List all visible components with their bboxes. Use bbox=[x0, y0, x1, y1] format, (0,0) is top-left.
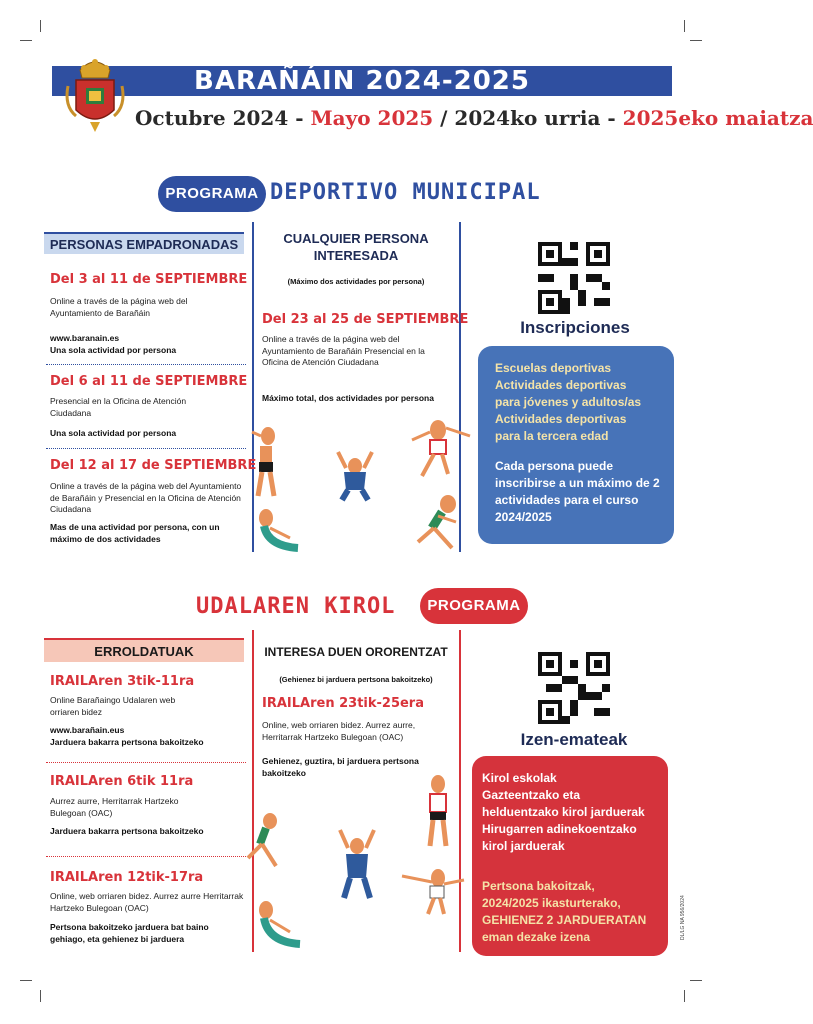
activity-line: Gazteentzako eta bbox=[482, 788, 581, 802]
activity-line: Kirol eskolak bbox=[482, 771, 557, 785]
crop-mark bbox=[40, 20, 41, 32]
runner-figure-icon bbox=[246, 426, 286, 502]
activity-limit: Una sola actividad por persona bbox=[50, 345, 177, 355]
column-note: (Gehienez bi jarduera pertsona bakoitzeko) bbox=[279, 675, 433, 684]
qr-label: Inscripciones bbox=[520, 318, 630, 337]
crop-mark bbox=[684, 990, 685, 1002]
subtitle-end-eu: 2025eko maiatza bbox=[622, 106, 813, 130]
registration-text: Online Barañaingo Udalaren web orriaren bidez bbox=[50, 695, 176, 717]
crop-mark bbox=[20, 980, 32, 981]
column-divider bbox=[252, 222, 254, 552]
registration-text: Aurrez aurre, Herritarrak Hartzeko Bulegoan (OAC) bbox=[50, 796, 179, 818]
qr-label: Izen-emateak bbox=[520, 730, 628, 749]
section-heading-es: DEPORTIVO MUNICIPAL bbox=[270, 180, 541, 205]
stretching-figure-icon bbox=[250, 898, 306, 950]
jumping-figure-icon bbox=[332, 828, 382, 900]
qr-code-icon[interactable] bbox=[538, 242, 610, 314]
activity-limit: Mas de una actividad por persona, con un máximo de dos actividades bbox=[50, 522, 220, 544]
limit-note-eu bbox=[482, 878, 666, 946]
legal-deposit: DL/LG NA 956/2024 bbox=[680, 895, 686, 940]
subtitle-start-es: Octubre 2024 bbox=[135, 106, 289, 130]
activity-limit: Jarduera bakarra pertsona bakoitzeko bbox=[50, 826, 204, 836]
dotted-divider bbox=[46, 856, 246, 857]
column-header-everyone: INTERESA DUEN ORORENTZAT bbox=[264, 645, 448, 659]
crop-mark bbox=[40, 990, 41, 1002]
activity-limit: Pertsona bakoitzeko jarduera bat baino gehiago, eta gehienez bi jarduera bbox=[50, 922, 209, 944]
activity-line: Hirugarren adinekoentzako bbox=[482, 822, 637, 836]
section-heading-eu: UDALAREN KIROL bbox=[196, 594, 396, 619]
subtitle-separator: - bbox=[600, 106, 623, 130]
crop-mark bbox=[690, 40, 702, 41]
subtitle-separator: / bbox=[433, 106, 455, 130]
activity-line: kirol jarduerak bbox=[482, 839, 565, 853]
activity-line: Escuelas deportivas bbox=[495, 361, 612, 375]
registration-text: Online, web orriaren bidez. Aurrez aurre Herritarrak Hartzeko Bulegoan (OAC) bbox=[50, 891, 244, 913]
dotted-divider bbox=[46, 364, 246, 365]
sprinter-figure-icon bbox=[244, 812, 288, 872]
date-range: Del 23 al 25 de SEPTIEMBRE bbox=[262, 312, 469, 327]
crop-mark bbox=[684, 20, 685, 32]
subtitle-end-es: Mayo 2025 bbox=[310, 106, 434, 130]
activity-list-eu bbox=[482, 770, 664, 855]
website-link[interactable]: www.barañain.eus bbox=[50, 725, 125, 735]
date-range: Del 12 al 17 de SEPTIEMBRE bbox=[50, 458, 257, 473]
season-subtitle bbox=[135, 106, 813, 130]
registration-text: Online a través de la página web del Ayuntamiento de Barañáin y Presencial en la Oficina de Atención Ciudadana bbox=[50, 481, 242, 514]
activity-limit: Una sola actividad por persona bbox=[50, 428, 177, 438]
programa-pill-eu: PROGRAMA bbox=[420, 588, 528, 624]
crop-mark bbox=[20, 40, 32, 41]
runner-figure-icon bbox=[418, 774, 458, 850]
activity-line: helduentzako kirol jarduerak bbox=[482, 805, 645, 819]
activity-limit: Gehienez, guztira, bi jarduera pertsona bakoitzeko bbox=[262, 756, 419, 778]
page-title: BARAÑÁIN 2024-2025 bbox=[194, 66, 530, 96]
qr-code-icon[interactable] bbox=[538, 652, 610, 724]
activity-line: Actividades deportivas bbox=[495, 378, 627, 392]
stretching-figure-icon bbox=[250, 506, 306, 554]
coat-of-arms-logo bbox=[62, 56, 128, 136]
activity-line: para jóvenes y adultos/as bbox=[495, 395, 642, 409]
column-header-residents: PERSONAS EMPADRONADAS bbox=[44, 232, 244, 254]
activity-list-es bbox=[495, 360, 670, 445]
dotted-divider bbox=[46, 448, 246, 449]
date-range: IRAILAren 23tik-25era bbox=[262, 696, 424, 711]
subtitle-start-eu: 2024ko urria bbox=[454, 106, 601, 130]
activity-line: Actividades deportivas bbox=[495, 412, 627, 426]
activity-limit: Jarduera bakarra pertsona bakoitzeko bbox=[50, 737, 204, 747]
registration-text: Online a través de la página web del Ayuntamiento de Barañáin Presencial en la Oficina de Atención Ciudadana bbox=[262, 334, 425, 367]
dancer-figure-icon bbox=[398, 868, 468, 916]
website-link[interactable]: www.baranain.es bbox=[50, 333, 120, 343]
limit-line: eman dezake izena bbox=[482, 930, 591, 944]
sprinter-figure-icon bbox=[412, 494, 468, 552]
limit-line: 2024/2025 ikasturterako, bbox=[482, 896, 621, 910]
date-range: IRAILAren 3tik-11ra bbox=[50, 674, 195, 689]
limit-note-es: Cada persona puede inscribirse a un máximo de 2 actividades para el curso 2024/2025 bbox=[495, 459, 660, 524]
date-range: Del 6 al 11 de SEPTIEMBRE bbox=[50, 374, 248, 389]
column-header-registered: ERROLDATUAK bbox=[44, 638, 244, 662]
date-range: IRAILAren 6tik 11ra bbox=[50, 774, 194, 789]
column-note: (Máximo dos actividades por persona) bbox=[287, 277, 425, 286]
registration-text: Online a través de la página web del Ayuntamiento de Barañáin bbox=[50, 296, 188, 318]
jumping-figure-icon bbox=[330, 450, 380, 500]
dotted-divider bbox=[46, 762, 246, 763]
activity-limit: Máximo total, dos actividades por persona bbox=[262, 393, 434, 403]
limit-line: Pertsona bakoitzak, bbox=[482, 879, 595, 893]
crop-mark bbox=[690, 980, 702, 981]
date-range: Del 3 al 11 de SEPTIEMBRE bbox=[50, 272, 248, 287]
programa-pill-es: PROGRAMA bbox=[158, 176, 266, 212]
limit-line: GEHIENEZ 2 JARDUERATAN bbox=[482, 913, 647, 927]
registration-text: Presencial en la Oficina de Atención Ciudadana bbox=[50, 396, 187, 418]
activity-line: para la tercera edad bbox=[495, 429, 609, 443]
registration-text: Online, web orriaren bidez. Aurrez aurre, Herritarrak Hartzeko Bulegoan (OAC) bbox=[262, 720, 416, 742]
column-header-anyone: CUALQUIER PERSONA INTERESADA bbox=[283, 231, 429, 263]
subtitle-separator: - bbox=[288, 106, 311, 130]
date-range: IRAILAren 12tik-17ra bbox=[50, 870, 204, 885]
dancer-figure-icon bbox=[408, 418, 474, 480]
